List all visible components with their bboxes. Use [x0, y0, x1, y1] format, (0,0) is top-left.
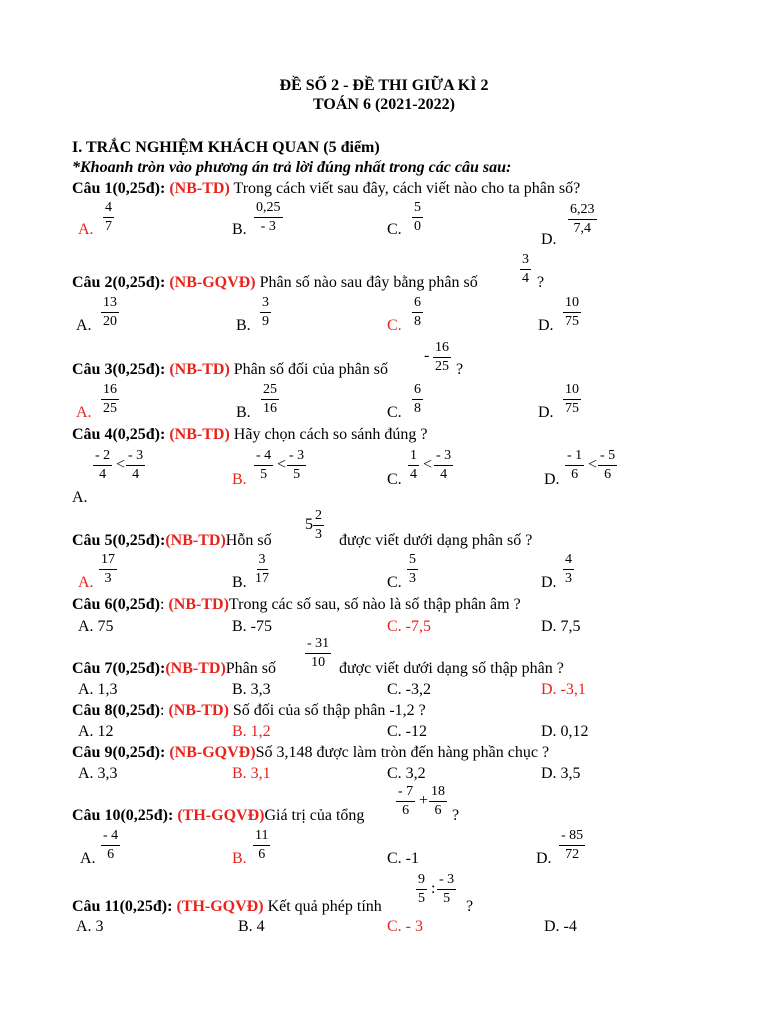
question-10 — [72, 806, 364, 826]
question-5-whole: 5 — [305, 516, 313, 533]
question-label: Câu 1(0,25đ): — [72, 180, 166, 197]
option-c-fraction: $\frac{6}{8}$ — [414, 382, 421, 416]
option-c[interactable]: C. 3,2 — [387, 765, 426, 782]
question-10-operator: + — [419, 792, 429, 809]
option-a-fraction: $\frac{4}{7}$ — [105, 200, 112, 234]
option-b-letter[interactable]: B. — [232, 850, 247, 867]
question-tag: (NB-TD) — [165, 532, 226, 549]
option-c-letter[interactable]: C. — [387, 221, 402, 238]
option-d-fraction: $\frac{4}{3}$ — [565, 552, 572, 586]
option-a-fraction-right: $\frac{- 3}{4}$ — [128, 448, 144, 482]
question-2 — [72, 273, 478, 293]
question-label: Câu 10(0,25đ): — [72, 807, 174, 824]
option-b-letter[interactable]: B. — [232, 221, 247, 238]
option-a[interactable]: A. 1,3 — [78, 681, 118, 698]
question-text: Phân số — [225, 660, 277, 677]
question-text: Trong cách viết sau đây, cách viết nào cho ta phân số? — [233, 180, 581, 197]
option-a-letter[interactable]: A. — [76, 404, 92, 421]
question-label: Câu 9(0,25đ): — [72, 744, 166, 761]
option-b-fraction: $\frac{3}{9}$ — [262, 295, 269, 329]
question-2-end: ? — [537, 274, 545, 291]
question-text: Hỗn số — [225, 532, 272, 549]
question-label: Câu 11(0,25đ): — [72, 898, 173, 915]
option-a[interactable]: A. 3 — [76, 918, 104, 935]
question-1 — [72, 179, 580, 199]
option-d-letter[interactable]: D. — [536, 850, 552, 867]
question-tag: (NB-TD) — [169, 426, 230, 443]
question-3-fraction: $\frac{16}{25}$ — [435, 340, 449, 374]
question-tag: (NB-TD) — [168, 702, 229, 719]
question-tag: (NB-TD) — [168, 596, 229, 613]
option-b-fraction-right: $\frac{- 3}{5}$ — [289, 448, 305, 482]
question-10-fraction-left: $\frac{- 7}{6}$ — [398, 784, 414, 818]
question-7-fraction: $\frac{- 31}{10}$ — [307, 636, 330, 670]
option-d-fraction: $\frac{6,23}{7,4}$ — [570, 202, 595, 236]
question-tag: (NB-TD) — [169, 361, 230, 378]
question-3-sign: - — [424, 347, 430, 364]
question-7 — [72, 659, 276, 679]
option-a-fraction: $\frac{17}{3}$ — [101, 552, 115, 586]
option-a-letter[interactable]: A. — [76, 317, 92, 334]
question-10-end: ? — [452, 807, 460, 824]
question-2-fraction: $\frac{3}{4}$ — [522, 252, 529, 286]
option-a-fraction-left: $\frac{- 2}{4}$ — [95, 448, 111, 482]
question-label: Câu 4(0,25đ): — [72, 426, 166, 443]
question-label: Câu 2(0,25đ): — [72, 274, 166, 291]
option-d-fraction-right: $\frac{- 5}{6}$ — [600, 448, 616, 482]
question-11-end: ? — [466, 898, 474, 915]
option-d-letter[interactable]: D. — [541, 231, 557, 248]
option-d-fraction: $\frac{10}{75}$ — [565, 382, 579, 416]
option-a-operator: < — [116, 456, 126, 473]
question-7-end: được viết dưới dạng số thập phân ? — [339, 660, 564, 677]
option-a-fraction: $\frac{- 4}{6}$ — [103, 828, 119, 862]
question-3 — [72, 360, 388, 380]
title-line1: ĐỀ SỐ 2 - ĐỀ THI GIỮA KÌ 2 — [279, 77, 489, 94]
option-b-operator: < — [277, 456, 287, 473]
option-b[interactable]: B. 3,3 — [232, 681, 271, 698]
option-d-letter[interactable]: D. — [541, 574, 557, 591]
option-b[interactable]: B. -75 — [232, 618, 272, 635]
option-c-letter[interactable]: C. — [387, 574, 402, 591]
option-c-operator: < — [423, 456, 433, 473]
option-c[interactable]: C. -7,5 — [387, 618, 431, 635]
option-a[interactable]: A. 3,3 — [78, 765, 118, 782]
question-tag: (NB-GQVĐ) — [169, 274, 256, 291]
question-text: Hãy chọn cách so sánh đúng ? — [233, 426, 428, 443]
option-a[interactable]: A. 12 — [78, 723, 114, 740]
option-d-fraction: $\frac{- 85}{72}$ — [561, 828, 584, 862]
option-b-letter[interactable]: B. — [236, 317, 251, 334]
option-b-fraction-left: $\frac{- 4}{5}$ — [256, 448, 272, 482]
question-text: Số đối của số thập phân -1,2 ? — [232, 702, 426, 719]
question-text: Số 3,148 được làm tròn đến hàng phần chục ? — [255, 744, 550, 761]
question-5-fraction: $\frac{2}{3}$ — [315, 508, 322, 542]
question-label: Câu 3(0,25đ): — [72, 361, 166, 378]
option-b-fraction: $\frac{11}{6}$ — [255, 828, 269, 862]
section-instruction: *Khoanh tròn vào phương án trả lời đúng nhất trong các câu sau: — [72, 159, 512, 176]
question-text: Trong các số sau, số nào là số thập phân âm ? — [228, 596, 521, 613]
option-d-letter[interactable]: D. — [538, 317, 554, 334]
option-d-letter[interactable]: D. — [538, 404, 554, 421]
question-11-operator: : — [431, 880, 436, 897]
option-d-operator: < — [588, 456, 598, 473]
question-label: Câu 8(0,25đ) — [72, 702, 161, 719]
question-tag: (TH-GQVĐ) — [177, 807, 265, 824]
option-c[interactable]: C. -3,2 — [387, 681, 431, 698]
option-a-letter[interactable]: A. — [78, 574, 94, 591]
option-c-fraction-left: $\frac{1}{4}$ — [410, 448, 417, 482]
option-b-letter[interactable]: B. — [232, 574, 247, 591]
question-11 — [72, 897, 382, 917]
option-b[interactable]: B. 3,1 — [232, 765, 271, 782]
option-c-fraction: $\frac{5}{0}$ — [414, 200, 421, 234]
question-11-fraction-left: $\frac{9}{5}$ — [418, 872, 425, 906]
option-c[interactable]: C. -12 — [387, 723, 427, 740]
question-text: Kết quả phép tính — [267, 898, 382, 915]
question-tag: (NB-TD) — [169, 180, 230, 197]
option-d-fraction: $\frac{10}{75}$ — [565, 295, 579, 329]
question-5-end: được viết dưới dạng phân số ? — [339, 532, 533, 549]
option-b-letter[interactable]: B. — [236, 404, 251, 421]
option-b-letter[interactable]: B. — [232, 471, 247, 488]
option-b[interactable]: B. 1,2 — [232, 723, 271, 740]
option-d[interactable]: D. 0,12 — [541, 723, 589, 740]
option-c-letter[interactable]: C. — [387, 404, 402, 421]
question-9 — [72, 743, 549, 763]
option-b-fraction: $\frac{25}{16}$ — [263, 382, 277, 416]
option-c-letter[interactable]: C. — [387, 471, 402, 488]
title-line2: TOÁN 6 (2021-2022) — [313, 96, 455, 113]
option-c[interactable]: C. - 3 — [387, 918, 423, 935]
option-d-letter[interactable]: D. — [544, 471, 560, 488]
option-b[interactable]: B. 4 — [238, 918, 265, 935]
question-tag: (NB-GQVĐ) — [169, 744, 256, 761]
question-11-fraction-right: $\frac{- 3}{5}$ — [439, 872, 455, 906]
question-3-end: ? — [456, 361, 464, 378]
option-a-letter[interactable]: A. — [78, 221, 94, 238]
question-6: Câu 6(0,25đ): (NB-TD)Trong các số sau, số nào là số thập phân âm ? — [72, 596, 521, 613]
option-a-fraction: $\frac{13}{20}$ — [103, 295, 117, 329]
option-c[interactable]: C. -1 — [387, 850, 419, 867]
option-d[interactable]: D. 3,5 — [541, 765, 581, 782]
section-heading: I. TRẮC NGHIỆM KHÁCH QUAN (5 điểm) — [72, 139, 380, 156]
option-d[interactable]: D. -3,1 — [541, 681, 586, 698]
question-label: Câu 6(0,25đ) — [72, 596, 161, 613]
question-text: Phân số đối của phân số — [233, 361, 388, 378]
option-b-fraction: $\frac{0,25}{- 3}$ — [256, 200, 281, 234]
question-4 — [72, 425, 428, 445]
option-a-letter[interactable]: A. — [72, 489, 88, 506]
question-tag: (NB-TD) — [165, 660, 226, 677]
option-c-fraction: $\frac{6}{8}$ — [414, 295, 421, 329]
question-label: Câu 5(0,25đ): — [72, 532, 166, 549]
question-tag: (TH-GQVĐ) — [176, 898, 264, 915]
question-text: Giá trị của tổng — [264, 807, 365, 824]
question-5 — [72, 531, 272, 551]
option-c-fraction: $\frac{5}{3}$ — [409, 552, 416, 586]
option-c-fraction-right: $\frac{- 3}{4}$ — [436, 448, 452, 482]
option-a-fraction: $\frac{16}{25}$ — [103, 382, 117, 416]
option-d[interactable]: D. -4 — [544, 918, 577, 935]
question-label: Câu 7(0,25đ): — [72, 660, 166, 677]
option-a[interactable]: A. 75 — [78, 618, 114, 635]
question-text: Phân số nào sau đây bằng phân số — [259, 274, 478, 291]
option-d-fraction-left: $\frac{- 1}{6}$ — [567, 448, 583, 482]
option-b-fraction: $\frac{3}{17}$ — [255, 552, 269, 586]
option-a-letter[interactable]: A. — [80, 850, 96, 867]
question-10-fraction-right: $\frac{18}{6}$ — [431, 784, 445, 818]
option-d[interactable]: D. 7,5 — [541, 618, 581, 635]
question-8: Câu 8(0,25đ): (NB-TD) Số đối của số thập phân -1,2 ? — [72, 702, 426, 719]
option-c-letter[interactable]: C. — [387, 317, 402, 334]
